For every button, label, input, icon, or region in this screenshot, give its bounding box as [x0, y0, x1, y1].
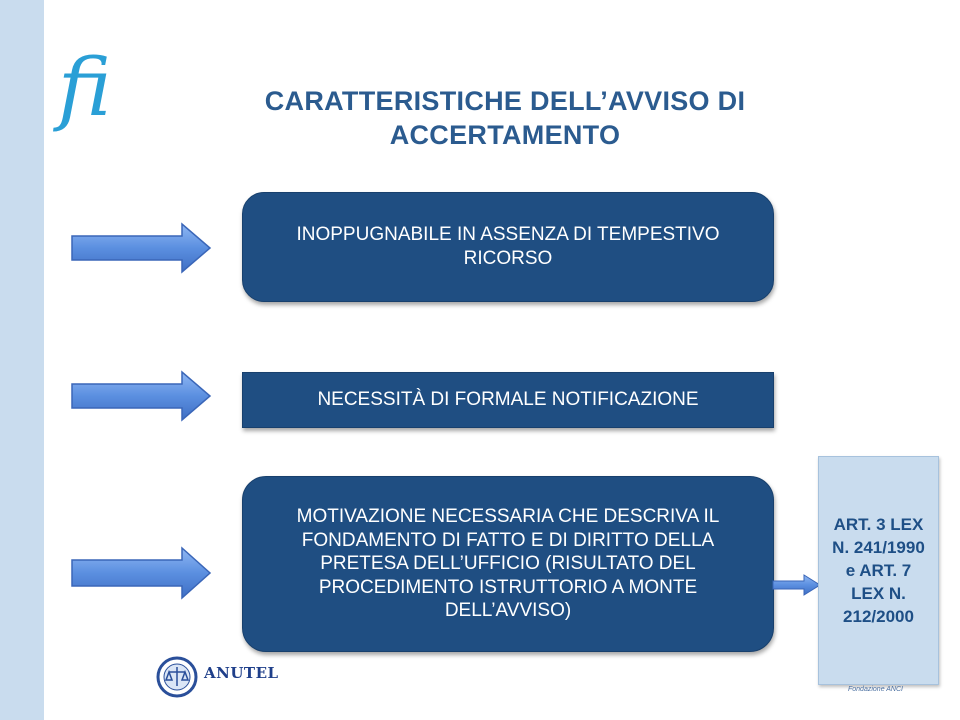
- right-arrow-icon: [70, 370, 214, 422]
- anci-label: Fondazione ANCI: [848, 686, 903, 693]
- left-band: [0, 0, 44, 720]
- feature-box-notification: [242, 372, 774, 428]
- feature-text: NECESSITÀ DI FORMALE NOTIFICAZIONE: [317, 389, 699, 410]
- feature-text: MOTIVAZIONE NECESSARIA CHE DESCRIVA IL FONDAMENTO DI FATTO E DI DIRITTO DELLA PRETESA DELL’UFFICIO (RISULTATO DEL PROCEDIMENTO ISTRUTTORIO A MONTE DELL’AVVISO): [296, 506, 720, 622]
- seal-icon: [156, 656, 202, 698]
- legal-reference-text: ART. 3 LEX N. 241/1990 e ART. 7 LEX N. 212/2000: [832, 515, 925, 626]
- slide-title: CARATTERISTICHE DELL’AVVISO DI ACCERTAMENTO: [264, 86, 746, 150]
- connector-arrow-icon: [772, 574, 822, 596]
- legal-reference-box: [818, 456, 939, 685]
- fi-logo-icon: fi: [58, 41, 112, 134]
- feature-box-unappealable: [242, 192, 774, 302]
- anutel-logo-text: ANUTEL: [204, 664, 279, 682]
- anutel-logo-icon: [156, 656, 279, 698]
- feature-box-motivation: [242, 476, 774, 652]
- feature-text: INOPPUGNABILE IN ASSENZA DI TEMPESTIVO RICORSO: [296, 224, 720, 269]
- right-arrow-icon: [70, 222, 214, 274]
- right-arrow-icon: [70, 546, 214, 600]
